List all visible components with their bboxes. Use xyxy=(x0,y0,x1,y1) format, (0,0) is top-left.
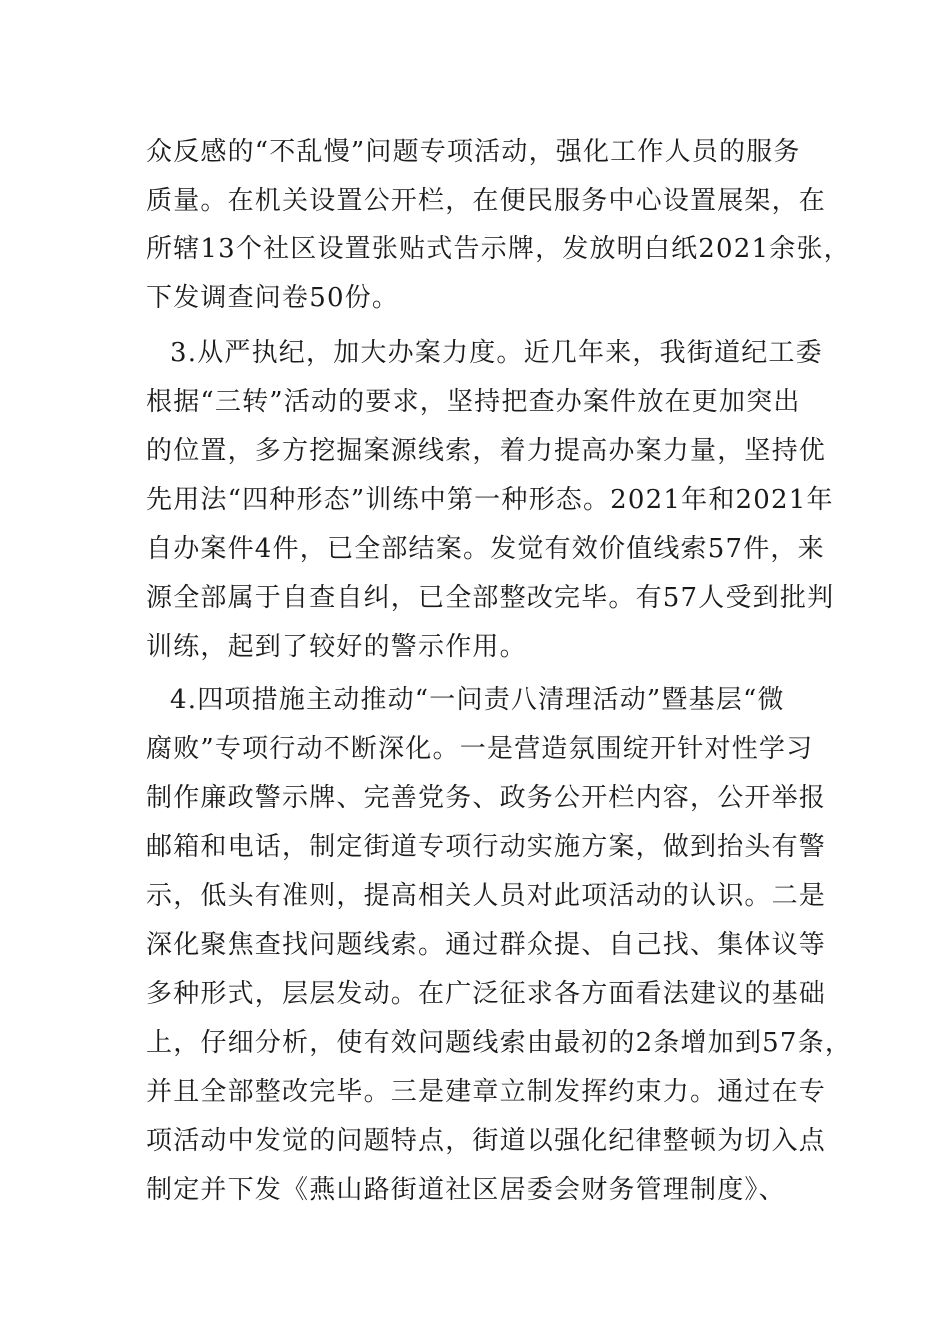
text-line: 自办案件4件，已全部结案。发觉有效价值线索57件，来 xyxy=(146,534,825,564)
text-line: 4.四项措施主动推动“一问责八清理活动”暨基层“微 xyxy=(170,685,785,715)
text-line: 先用法“四种形态”训练中第一种形态。2021年和2021年 xyxy=(146,485,834,515)
text-line: 腐败”专项行动不断深化。一是营造氛围绽开针对性学习 xyxy=(146,734,814,764)
text-line: 众反感的“不乱慢”问题专项活动，强化工作人员的服务 xyxy=(146,137,801,167)
text-line: 3.从严执纪，加大办案力度。近几年来，我街道纪工委 xyxy=(170,338,823,368)
text-line: 邮箱和电话，制定街道专项行动实施方案，做到抬头有警 xyxy=(146,832,827,862)
text-line: 多种形式，层层发动。在广泛征求各方面看法建议的基础 xyxy=(146,979,827,1009)
text-line: 源全部属于自查自纠，已全部整改完毕。有57人受到批判 xyxy=(146,583,835,613)
text-line: 所辖13个社区设置张贴式告示牌，发放明白纸2021余张， xyxy=(146,234,851,264)
text-line: 制作廉政警示牌、完善党务、政务公开栏内容，公开举报 xyxy=(146,783,827,813)
text-line: 质量。在机关设置公开栏，在便民服务中心设置展架，在 xyxy=(146,186,827,216)
text-line: 制定并下发《燕山路街道社区居委会财务管理制度》、 xyxy=(146,1175,786,1205)
text-line: 根据“三转”活动的要求，坚持把查办案件放在更加突出 xyxy=(146,387,801,417)
text-line: 上，仔细分析，使有效问题线索由最初的2条增加到57条， xyxy=(146,1028,853,1058)
text-line: 并且全部整改完毕。三是建章立制发挥约束力。通过在专 xyxy=(146,1077,827,1107)
text-line: 训练，起到了较好的警示作用。 xyxy=(146,632,527,662)
text-line: 项活动中发觉的问题特点，街道以强化纪律整顿为切入点 xyxy=(146,1126,827,1156)
text-line: 的位置，多方挖掘案源线索，着力提高办案力量，坚持优 xyxy=(146,436,827,466)
text-line: 深化聚焦查找问题线索。通过群众提、自己找、集体议等 xyxy=(146,930,827,960)
text-line: 示，低头有准则，提高相关人员对此项活动的认识。二是 xyxy=(146,881,827,911)
text-line: 下发调查问卷50份。 xyxy=(146,283,400,313)
